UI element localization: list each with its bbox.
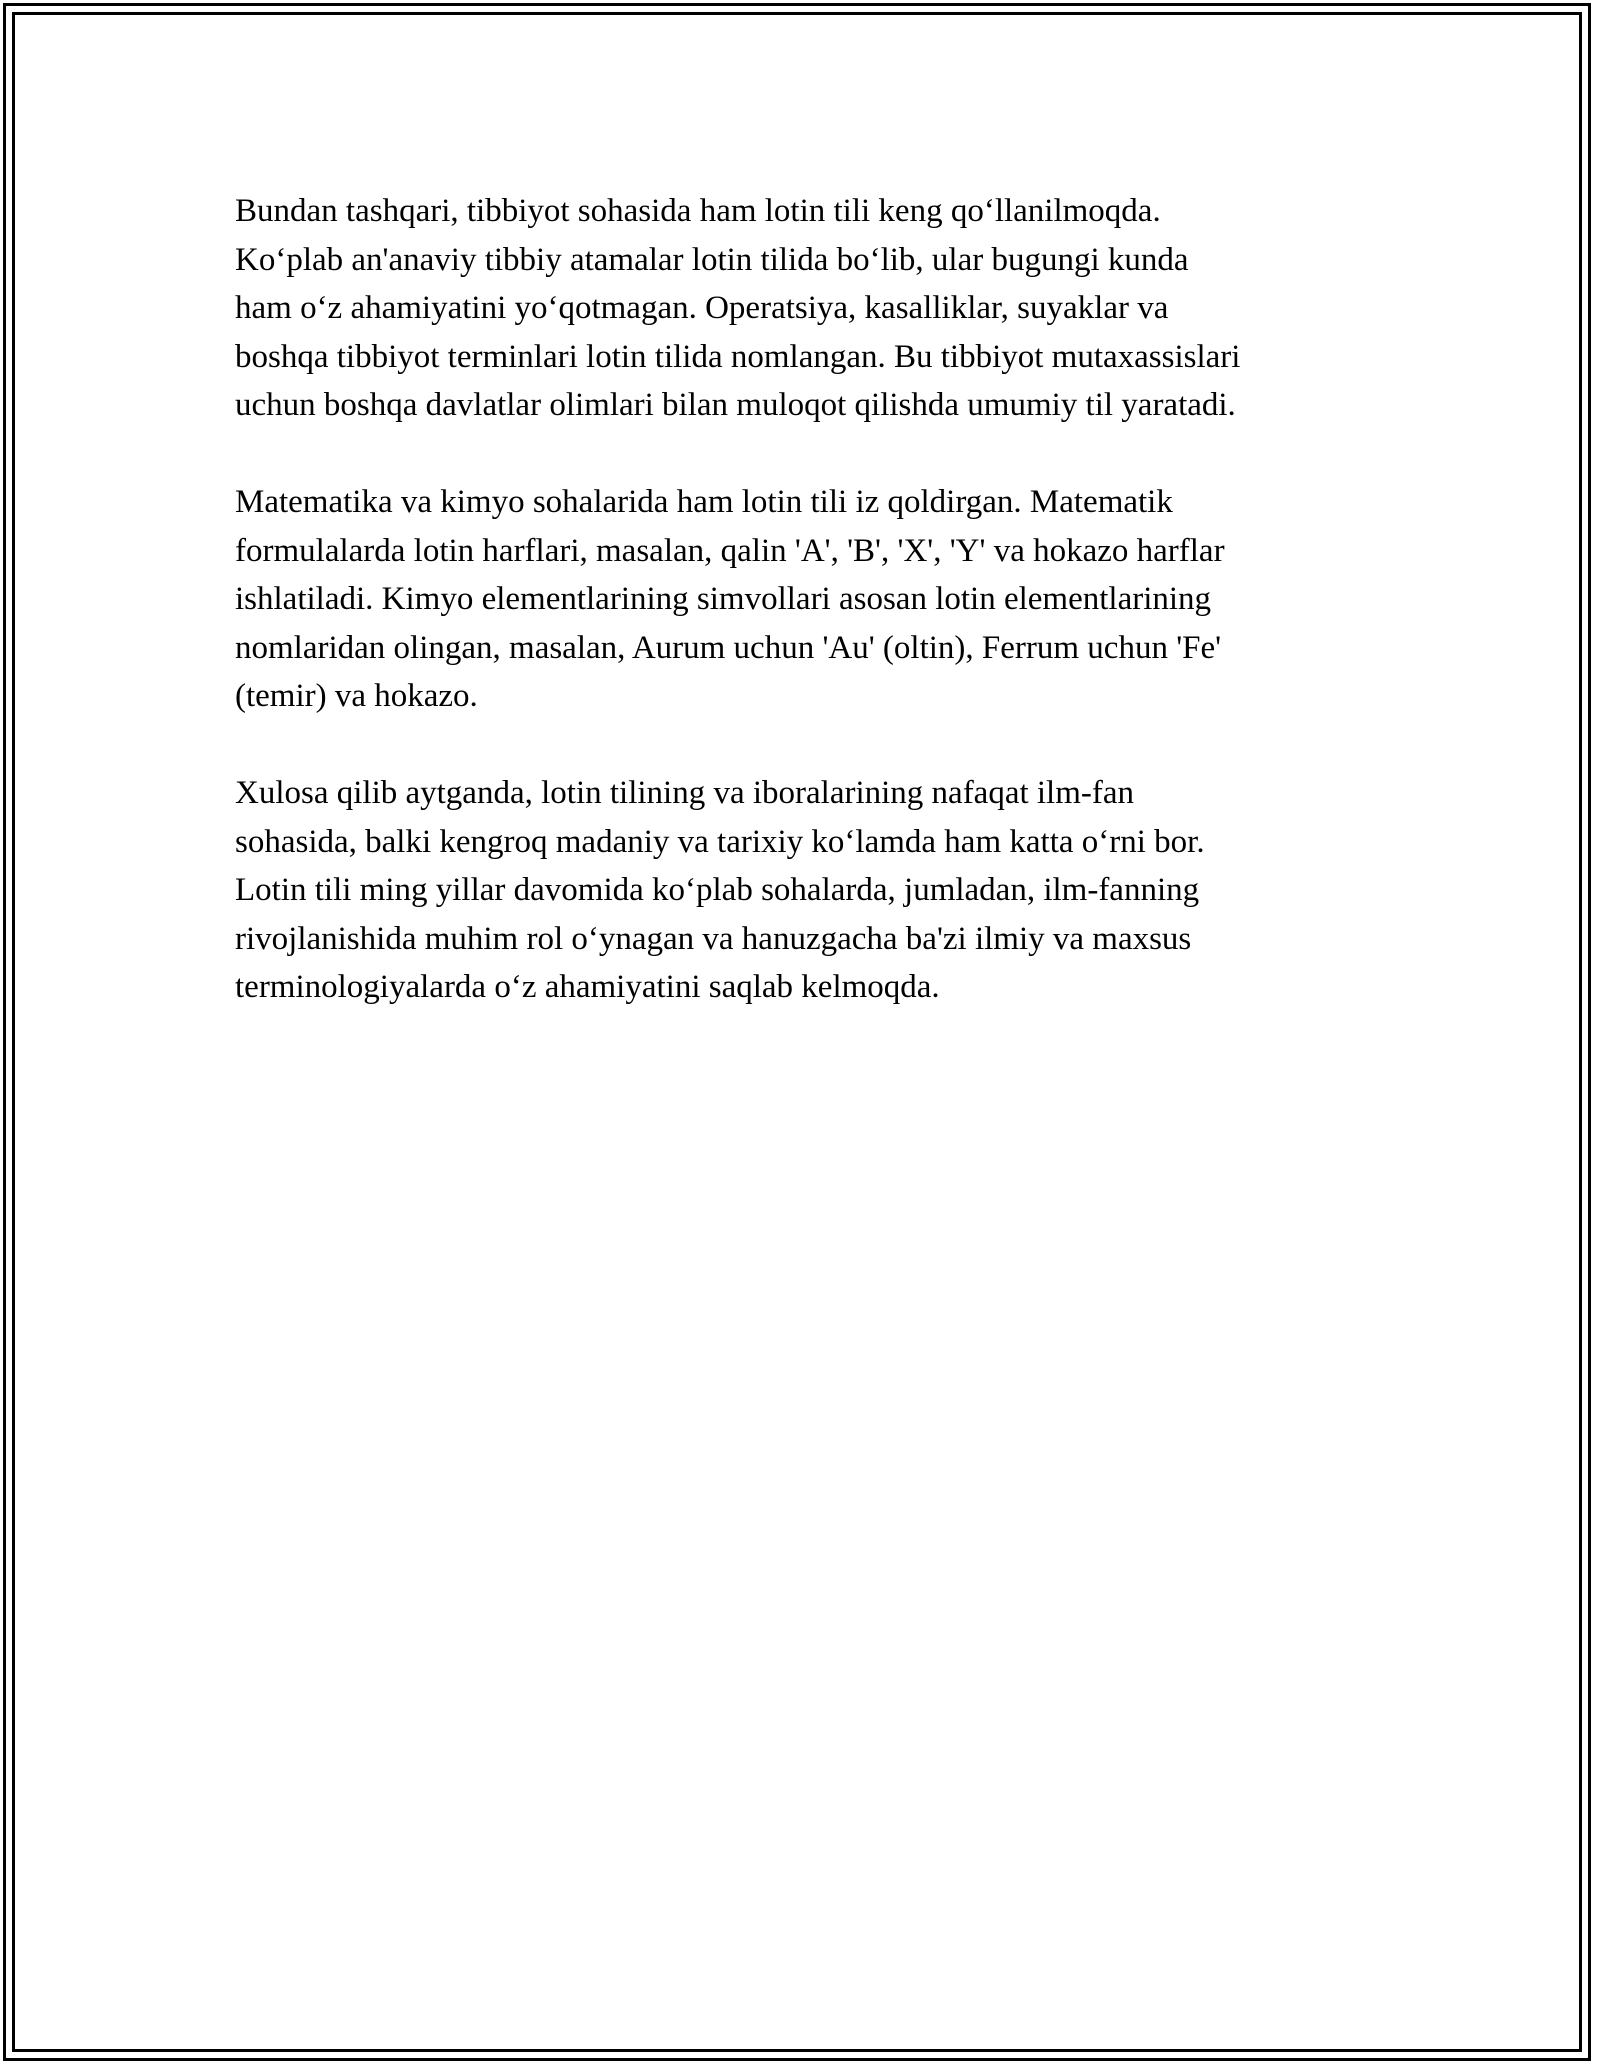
paragraph-math-chemistry: Matematika va kimyo sohalarida ham lotin tili iz qoldirgan. Matematik formulalarda lotin harflari, masalan, qalin 'A', 'B', 'X', 'Y' va hokazo harflar ishlatiladi. Kimyo elementlarining simvollari asosan lotin elementlarining nomlaridan olingan, masalan, Aurum uchun 'Au' (oltin), Ferrum uchun 'Fe' (temir) va hokazo. xyxy=(235,484,1225,714)
paragraph-medicine: Bundan tashqari, tibbiyot sohasida ham lotin tili keng qo‘llanilmoqda. Ko‘plab an'anaviy tibbiy atamalar lotin tilida bo‘lib, ular bugungi kunda ham o‘z ahamiyatini yo‘qotmagan. Operatsiya, kasalliklar, suyaklar va boshqa tibbiyot terminlari lotin tilida nomlangan. Bu tibbiyot mutaxassislari uchun boshqa davlatlar olimlari bilan muloqot qilishda umumiy til yaratadi. xyxy=(235,193,1241,423)
paragraph-conclusion: Xulosa qilib aytganda, lotin tilining va iboralarining nafaqat ilm-fan sohasida, balki kengroq madaniy va tarixiy ko‘lamda ham katta o‘rni bor. Lotin tili ming yillar davomida ko‘plab sohalarda, jumladan, ilm-fanning rivojlanishida muhim rol o‘ynagan va hanuzgacha ba'zi ilmiy va maxsus terminologiyalarda o‘z ahamiyatini saqlab kelmoqda. xyxy=(235,775,1205,1005)
document-body xyxy=(235,187,1365,1060)
